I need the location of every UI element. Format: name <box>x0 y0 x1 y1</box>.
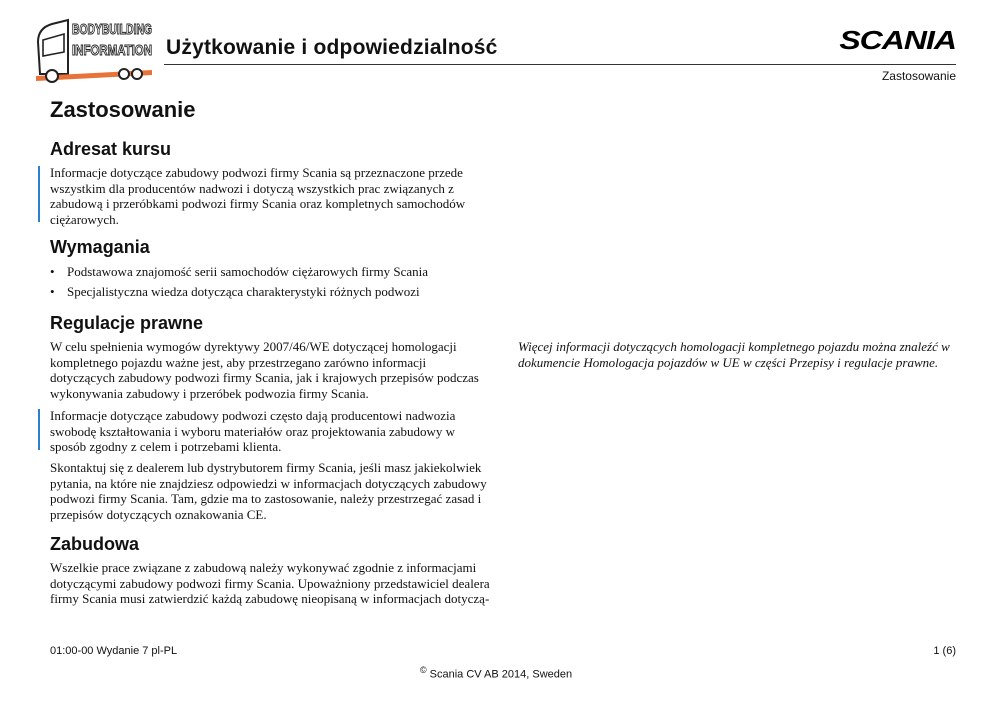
document-reference: 01:00-00 Wydanie 7 pl-PL <box>50 645 178 657</box>
requirements-list <box>50 264 490 304</box>
list-item: • Specjalistyczna wiedza dotycząca charakterystyki różnych podwozi <box>50 284 490 300</box>
scania-logo: SCANIA <box>839 25 956 55</box>
badge-line-2: INFORMATION <box>72 42 152 59</box>
paragraph-regulacje-2 <box>50 408 490 455</box>
badge-line-1: BODYBUILDING <box>72 21 152 38</box>
paragraph: Informacje dotyczące zabudowy podwozi firmy Scania są przeznaczone przede wszystkim dla producentów nadwozi i dotyczą wszystkich prac związanych z zabudową i przeróbkami podwozi firmy Scania oraz kompletnych samochodów ciężarowych. <box>50 165 466 227</box>
copyright <box>420 665 572 681</box>
change-bar <box>38 409 40 450</box>
paragraph-adresat <box>50 165 490 227</box>
header-divider <box>164 64 956 65</box>
paragraph: Informacje dotyczące zabudowy podwozi często dają producentowi nadwozia swobodę kształtowania i wyboru materiałów oraz projektowania zabudowy w sposób zgodny z celem i potrzebami klienta. <box>50 408 456 455</box>
paragraph-zabudowa <box>50 560 490 607</box>
list-item: • Podstawowa znajomość serii samochodów ciężarowych firmy Scania <box>50 264 490 280</box>
paragraph: W celu spełnienia wymogów dyrektywy 2007/46/WE dotyczącej homologacji kompletnego pojazdu ważne jest, aby przestrzegano zarówno informacji dotyczących zabudowy podwozi firmy Scania, jak i krajowych przepisów podczas wykonywania zabudowy i przeróbek podwozia firmy Scania. <box>50 339 479 401</box>
paragraph: Skontaktuj się z dealerem lub dystrybutorem firmy Scania, jeśli masz jakiekolwiek pytania, na które nie znajdziesz odpowiedzi w informacjach dotyczących zabudowy podwozi firmy Scania. Tam, gdzie ma to zastosowanie, należy przestrzegać zasad i przepisów dotyczących oznakowania CE. <box>50 460 487 522</box>
paragraph-regulacje-3 <box>50 460 490 522</box>
section-heading-regulacje: Regulacje prawne <box>50 313 204 333</box>
section-heading-zabudowa: Zabudowa <box>50 534 139 554</box>
page-heading: Zastosowanie <box>50 97 196 122</box>
section-heading-wymagania: Wymagania <box>50 237 150 257</box>
page-number: 1 (6) <box>933 645 956 657</box>
copyright-text: Scania CV AB 2014, Sweden <box>429 668 573 681</box>
paragraph: Wszelkie prace związane z zabudową należy wykonywać zgodnie z informacjami dotyczącymi zabudowy podwozi firmy Scania. Upoważniony przedstawiciel dealera firmy Scania musi zatwierdzić każdą zabudowę nieopisaną w informacjach dotyczą- <box>50 560 490 607</box>
section-heading-adresat: Adresat kursu <box>50 139 172 159</box>
section-label: Zastosowanie <box>881 69 956 83</box>
change-bar <box>38 166 40 222</box>
bodybuilding-information-logo <box>34 12 154 84</box>
margin-note: Więcej informacji dotyczących homologacji kompletnego pojazdu można znaleźć w dokumencie Homologacja pojazdów w UE w części Przepisy i regulacje prawne. <box>518 339 950 370</box>
copyright-symbol: © <box>420 665 427 675</box>
document-title: Użytkowanie i odpowiedzialność <box>166 36 498 59</box>
paragraph-regulacje-1 <box>50 339 490 401</box>
